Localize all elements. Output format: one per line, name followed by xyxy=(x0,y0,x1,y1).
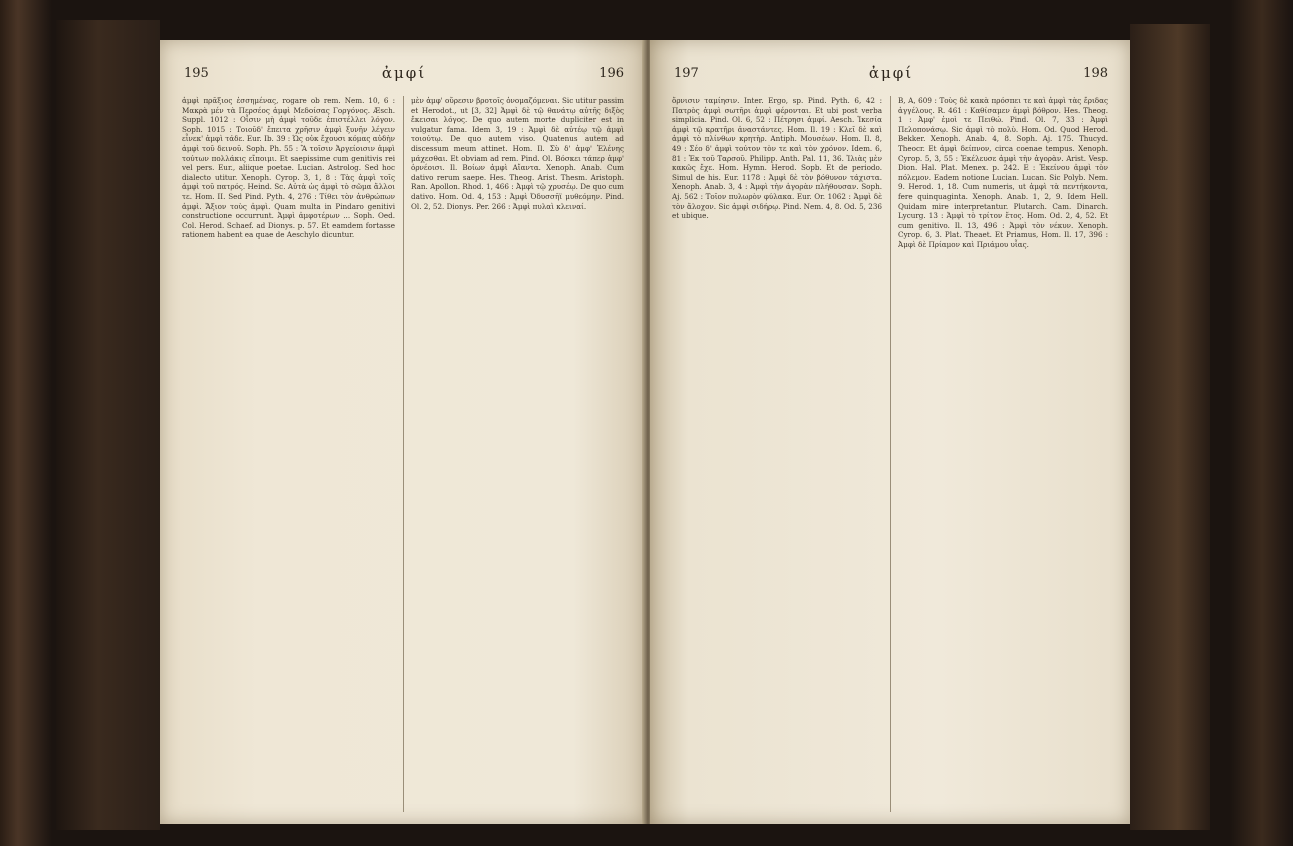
column-number-196: 196 xyxy=(599,66,624,81)
column-number-198: 198 xyxy=(1083,66,1108,81)
left-page-columns xyxy=(182,96,624,812)
left-page-column-2 xyxy=(411,96,624,812)
right-page-column-2 xyxy=(898,96,1108,812)
column-divider xyxy=(403,96,404,812)
book-edge-right xyxy=(1130,24,1210,830)
right-page xyxy=(650,40,1130,824)
column-text: B, A, 609 : Τοὺς δὲ κακὰ πρόσπει τε καὶ ἀμφὶ τὰς ἔριδας ἀγγέλους. R. 461 : Καθίσαμεν ἀμφὶ βόθρον. Hes. Theog. 1 : Ἀμφ' ἐμοὶ τε Πειθώ. Pind. Ol. 7, 33 : Ἀμφὶ Πελοπονάσῳ. Sic ἀμφὶ τὸ πολὺ. Hom. Od. Quod Herod. Bekker. Xenoph. Anab. 4, 8. Soph. Aj. 175. Thucyd. Theocr. Et ἀμφὶ δείπνον, circa coenae tempus. Xenoph. Cyrop. 5, 3, 55 : Ἐκέλευσε ἀμφὶ τὴν ἀγορὰν. Arist. Vesp. Dion. Hal. Plat. Menex. p. 242. E : Ἐκείνου ἀμφὶ τὸν πόλεμον. Eadem notione Lucian. Lucan. Sic Polyb. Nem. 9. Herod. 1, 18. Cum numeris, ut ἀμφὶ τὰ πεντήκοντα, fere quinquaginta. Xenoph. Anab. 1, 2, 9. Idem Hell. Quidam mire interpretantur. Plutarch. Cam. Dinarch. Lycurg. 13 : Ἀμφὶ τὸ τρίτον ἔτος. Hom. Od. 2, 4, 52. Et cum genitivo. Il. 13, 496 : Ἀμφὶ τὸν νέκυν. Xenoph. Cyrop. 6, 3. Plat. Theaet. Et Priamus, Hom. Il. 17, 396 : Ἀμφὶ δὲ Πρίαμον καὶ Πριάμου υἷας. xyxy=(898,96,1108,249)
column-text: ἀμφὶ πρᾶξιος ἐσσημένας, rogare ob rem. Nem. 10, 6 : Μακρὰ μέν τὰ Περσέος ἀμφὶ Μεδοίσας Γοργόνος. Æsch. Suppl. 1012 : Οἷσιν μὴ ἀμφὶ τοῦδε ἐπιστέλλει λόγον. Soph. 1015 : Τοιοῦδ' ἔπειτα χρῆσιν ἀμφὶ ξυνῆν λέγειν εἶνεκ' ἀμφὶ τάδε. Eur. Ib. 39 : Ὡς οὐκ ἔχουσι κόμας αὐδὴν ἀμφὶ τοῦ δεινοῦ. Soph. Ph. 55 : Ἃ τοῖσιν Ἀργείοισιν ἀμφὶ τούτων πολλάκις εἴποιμι. Et saepissime cum genitivis rei vel pers. Eur., aliique poetae. Lucian. Astrolog. Sed hoc dialecto utitur. Xenoph. Cyrop. 3, 1, 8 : Τὰς ἀμφὶ τοῖς ἀμφὶ τοῦ πατρός. Heind. Sc. Αὐτὰ ὡς ἀμφὶ τὸ σῶμα ἄλλοι τε. Hom. II. Sed Pind. Pyth. 4, 276 : Τίθει τὸν ἀνθρώπων ἀμφὶ. Ἄξιον τοὺς ἀμφὶ. Quam multa in Pindaro genitivi constructione occurrunt. Ἀμφὶ ἀμφοτέρων ... Soph. Oed. Col. Herod. Schaef. ad Dionys. p. 57. Et eamdem fortasse rationem habent ea quae de Aeschylo dicuntur. xyxy=(182,96,395,240)
right-page-columns xyxy=(672,96,1108,812)
left-page-header xyxy=(184,66,624,84)
page-number-195: 195 xyxy=(184,66,209,81)
column-divider xyxy=(890,96,891,812)
running-headword: ἀμφί xyxy=(381,64,427,82)
column-text: ὄρνισιν ταμίησιν. Inter. Ergo, sp. Pind. Pyth. 6, 42 : Πατρὸς ἀμφὶ σωτῆρι ἀμφὶ φέρονται. Et ubi post verba simplicia. Pind. Ol. 6, 52 : Πέτρησι ἀμφί. Aesch. Ἱκεσία ἀμφὶ τῷ κρατῆρι ἀναστάντες. Hom. Il. 19 : Κλεῖ δὲ καὶ ἀμφὶ τὸ πλίνθων κρητὴρ. Antiph. Μουσέων. Hom. Il. 8, 49 : Σέο δ' ἀμφὶ τούτον τὸν τε καὶ τὸν χρόνον. Idem. 6, 81 : Ἐκ τοῦ Ταρσοῦ. Philipp. Anth. Pal. 11, 36. Ἰλιὰς μὲν κακῶς ἔχε. Hom. Hymn. Herod. Sopb. Et de periodo. Simul de his. Eur. 1178 : Ἀμφὶ δὲ τὸν βόθυνον τάχιστα. Xenoph. Anab. 3, 4 : Ἀμφὶ τὴν ἀγορὰν πλήθουσαν. Soph. Aj. 562 : Τοῖον πυλωρὸν φύλακα. Eur. Or. 1062 : Ἀμφὶ δὲ τὸν ἄλοχον. Sic ἀμφὶ σιδήρῳ. Pind. Nem. 4, 8. Od. 5, 236 et ubique. xyxy=(672,96,882,221)
left-page xyxy=(160,40,646,824)
running-headword: ἀμφί xyxy=(868,64,914,82)
book-edge-left xyxy=(56,20,160,830)
left-page-column-1 xyxy=(182,96,395,812)
page-number-197: 197 xyxy=(674,66,699,81)
right-page-header xyxy=(674,66,1108,84)
right-page-column-1 xyxy=(672,96,882,812)
column-text: μὲν ἀμφ' οὔρεσιν βροτοῖς ὀνομαζόμεναι. Sic utitur passim et Herodot., ut [3, 32] Ἀμφὶ δὲ τῷ θανάτῳ αὐτῆς διξὸς ἔκεισαι λόγος. De quo autem morte dupliciter est in vulgatur fama. Idem 3, 19 : Ἀμφὶ δὲ αὐτέῳ τῷ ἀμφὶ τοιούτῳ. De quo autem viso. Quatenus autem ad discessum meum attinet. Hom. Il. Σὺ δ' ἀμφ' Ἑλένης μάχεσθαι. Et obviam ad rem. Pind. Ol. Βόσκει τάπερ ἀμφ' ὀρνέοισι. Il. Βοίων ἀμφὶ Αἴαντα. Xenoph. Anab. Cum dativo rerum saepe. Hes. Theog. Arist. Thesm. Aristoph. Ran. Apollon. Rhod. 1, 466 : Ἀμφὶ τῷ χρυσέῳ. De quo cum dativo. Hom. Od. 4, 153 : Ἀμφὶ Ὀδυσσῆϊ μυθεόμην. Pind. Ol. 2, 52. Dionys. Per. 266 : Ἀμφὶ πυλαὶ κλειναί. xyxy=(411,96,624,211)
